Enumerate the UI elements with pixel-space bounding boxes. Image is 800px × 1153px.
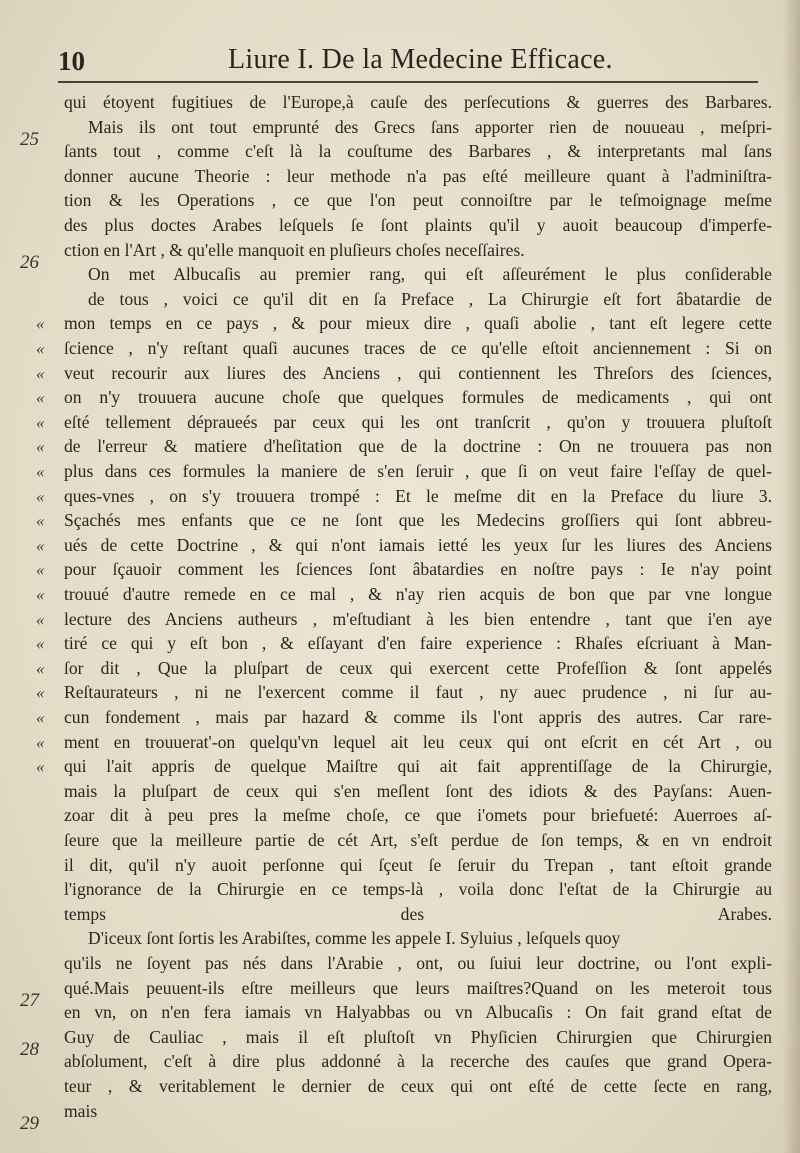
- margin-number: 26: [20, 251, 39, 273]
- text-line: Mais ils ont tout emprunté des Grecs ſans apporter rien de nouueau , meſpri-: [88, 116, 772, 137]
- quote-mark: «: [36, 683, 45, 703]
- quote-mark: «: [36, 609, 45, 629]
- running-title: Liure I. De la Medecine Efficace.: [228, 44, 613, 75]
- text-line: il dit, qu'il n'y auoit perſonne qui ſçeut ſe ſeruir du Trepan , tant eſtoit grande: [64, 854, 772, 875]
- text-line: veut recourir aux liures des Anciens , qui contiennent les Threſors des ſciences,: [64, 362, 772, 383]
- text-line: Guy de Cauliac , mais il eſt pluſtoſt vn Phyſicien Chirurgien que Chirurgien: [64, 1026, 772, 1047]
- quote-mark: «: [36, 486, 45, 506]
- text-line: mais: [64, 1100, 98, 1121]
- quote-mark: «: [36, 634, 45, 654]
- text-line: de tous , voici ce qu'il dit en ſa Preface , La Chirurgie eſt fort âbatardie de: [88, 288, 772, 309]
- text-line: mais la pluſpart de ceux qui s'en meſlent ſont des idiots & des Payſans: Auen-: [64, 780, 772, 801]
- margin-number: 29: [20, 1112, 39, 1134]
- quote-mark: «: [36, 658, 45, 678]
- text-line: qu'ils ne ſoyent pas nés dans l'Arabie , ont, ou ſuiui leur doctrine, ou l'ont expli-: [64, 953, 772, 973]
- quote-mark: «: [36, 757, 45, 777]
- page-header: [58, 38, 758, 82]
- text-line: abſolument, c'eſt à dire plus addonné à la recerche des cauſes que grand Opera-: [64, 1051, 772, 1072]
- text-line: qué.Mais peuuent-ils eſtre meilleurs que leurs maiſtres?Quand on les meteroit tous: [64, 977, 772, 998]
- text-line: en vn, on n'en fera iamais vn Halyabbas ou vn Albucaſis : On fait grand eſtat de: [64, 1002, 772, 1023]
- quote-mark: «: [36, 560, 45, 580]
- text-line: ſcience , n'y reſtant quaſi aucunes traces de ce qu'elle eſtoit anciennement : Si on: [64, 338, 772, 358]
- quote-mark: «: [36, 462, 45, 481]
- text-line: On met Albucaſis au premier rang, qui eſt aſſeurément le plus conſiderable: [88, 264, 772, 285]
- text-line: qui étoyent fugitiues de l'Europe,à cauſe des perſecutions & guerres des Barbares.: [64, 92, 772, 112]
- text-line: teur , & veritablement le dernier de ceux qui ont eſté de cette ſecte en rang,: [64, 1076, 772, 1096]
- text-line: ſeure que la meilleure partie de cét Art, s'eſt perdue de ſon temps, & en vn endroit: [64, 830, 772, 850]
- text-line: D'iceux ſont ſortis les Arabiſtes, comme les appele I. Syluius , leſquels quoy: [88, 928, 621, 949]
- text-line: Sçachés mes enfants que ce ne ſont que les Medecins groſſiers qui ſont abbreu-: [64, 510, 772, 531]
- quote-mark: «: [36, 339, 45, 358]
- quote-mark: «: [36, 314, 45, 334]
- text-line: trouué d'autre remede en ce mal , & n'ay rien acquis de bon que par vne longue: [64, 584, 772, 604]
- text-line: qui l'ait appris de quelque Maiſtre qui ait fait apprentiſſage de la Chirurgie,: [64, 756, 772, 777]
- header-rule: [58, 81, 758, 83]
- text-line: l'ignorance de la Chirurgie en ce temps-là , voila donc l'eſtat de la Chirurgie au: [64, 879, 772, 900]
- text-line: des plus doctes Arabes leſquels ſe ſont plaints qu'il y auoit beaucoup d'imperfe-: [64, 215, 772, 235]
- quote-mark: «: [36, 437, 45, 457]
- text-line: ſants tout , comme c'eſt là la couſtume des Barbares , & interpretants mal ſans: [64, 141, 772, 162]
- quote-mark: «: [36, 363, 45, 383]
- quote-mark: «: [36, 732, 45, 752]
- text-line: ques-vnes , on s'y trouuera trompé : Et le meſme dit en la Preface du liure 3.: [64, 485, 772, 506]
- page-gutter-shadow: [782, 0, 800, 1153]
- margin-number: 27: [20, 989, 39, 1011]
- text-line: Reſtaurateurs , ni ne l'exercent comme il faut , ny auec prudence , ni ſur au-: [64, 682, 772, 703]
- text-line: ués de cette Doctrine , & qui n'ont iamais ietté les yeux ſur les liures des Anciens: [64, 534, 772, 555]
- text-line: lecture des Anciens autheurs , m'eſtudiant à les bien entendre , tant que i'en aye: [64, 608, 772, 629]
- quote-mark: «: [36, 585, 45, 604]
- text-line: tion & les Operations , ce que l'on peut connoiſtre par le teſmoignage meſme: [64, 190, 772, 211]
- quote-mark: «: [36, 388, 45, 408]
- text-line: tiré ce qui y eſt bon , & eſſayant d'en faire experience : Rhaſes eſcriuant à Man-: [64, 633, 772, 654]
- text-line: de l'erreur & matiere d'heſitation que de la doctrine : On ne trouuera pas non: [64, 436, 772, 457]
- text-line: eſté tellement dépraueés par ceux qui les ont tranſcrit , qu'on y trouuera pluſtoſt: [64, 411, 772, 432]
- quote-mark: «: [36, 511, 45, 531]
- text-line: ction en l'Art , & qu'elle manquoit en pluſieurs choſes neceſſaires.: [64, 239, 525, 260]
- text-line: pour ſçauoir comment les ſciences ſont âbatardies en noſtre pays : Ie n'ay point: [64, 559, 772, 580]
- text-line: on n'y trouuera aucune choſe que quelques formules de medicaments , qui ont: [64, 387, 772, 408]
- text-line: cun fondement , mais par hazard & comme ils l'ont appris des autres. Car rare-: [64, 707, 772, 727]
- text-line: mon temps en ce pays , & pour mieux dire , quaſi abolie , tant eſt legere cette: [64, 313, 772, 334]
- text-line: temps des Arabes.: [64, 903, 772, 924]
- text-line: zoar dit à peu pres la meſme choſe, ce que i'omets pour briefueté: Auerroes aſ-: [64, 805, 772, 826]
- page-number: 10: [58, 46, 85, 76]
- quote-mark: «: [36, 412, 45, 432]
- quote-mark: «: [36, 535, 45, 555]
- margin-number: 25: [20, 128, 39, 150]
- text-line: donner aucune Theorie : leur methode n'a pas eſté meilleure quant à l'adminiſtra-: [64, 165, 772, 186]
- margin-number: 28: [20, 1038, 39, 1060]
- text-line: plus dans ces formules la maniere de s'en ſeruir , que ſi on veut faire l'eſſay de quel-: [64, 461, 772, 481]
- text-line: ſor dit , Que la pluſpart de ceux qui exercent cette Profeſſion & ſont appelés: [64, 657, 772, 678]
- quote-mark: «: [36, 708, 45, 727]
- text-line: ment en trouuerat'-on quelqu'vn lequel ait leu ceux qui ont eſcrit en cét Art , ou: [64, 731, 772, 752]
